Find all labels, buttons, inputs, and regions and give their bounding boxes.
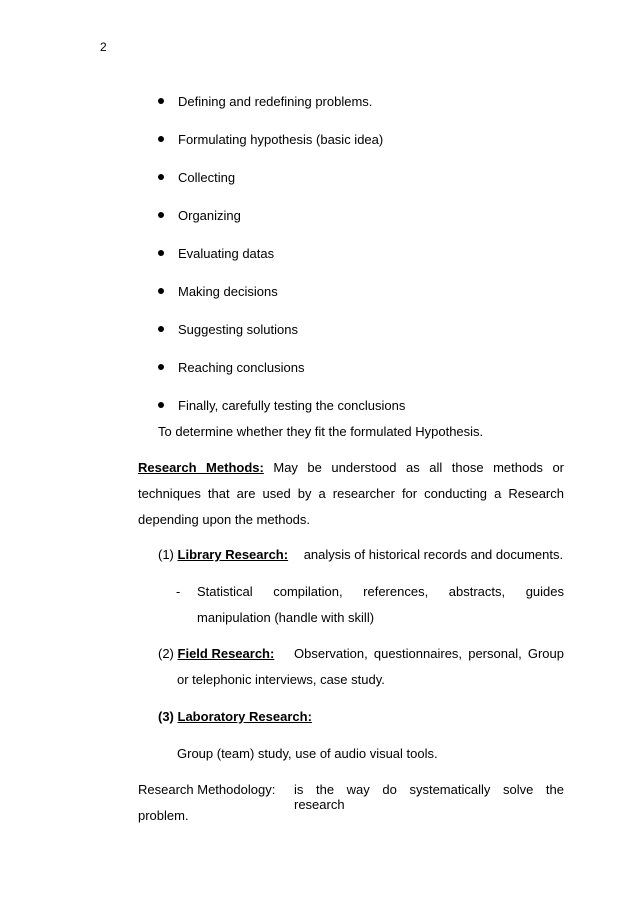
research-methods-line2: techniques that are used by a researcher for conducting a Research — [138, 486, 564, 501]
laboratory-research-line: (3) Laboratory Research: — [158, 709, 312, 724]
list-item: Organizing — [158, 196, 578, 234]
field-research-heading: Field Research: — [177, 646, 275, 661]
bullet-icon — [158, 212, 164, 218]
bullet-icon — [158, 98, 164, 104]
library-dash: - — [176, 584, 181, 599]
list-item: Defining and redefining problems. — [158, 82, 578, 120]
list-item: Suggesting solutions — [158, 310, 578, 348]
methodology-line2: problem. — [138, 808, 189, 823]
list-item: Finally, carefully testing the conclusions — [158, 386, 578, 424]
determine-line: To determine whether they fit the formulated Hypothesis. — [158, 424, 484, 439]
bullet-icon — [158, 174, 164, 180]
library-sub-line1: Statistical compilation, references, abstracts, guides — [197, 584, 564, 599]
field-research-line1: (2) Field Research: Observation, questionnaires, personal, Group — [158, 646, 564, 661]
bullet-icon — [158, 326, 164, 332]
research-methods-line3: depending upon the methods. — [138, 512, 311, 527]
library-research-heading: Library Research: — [177, 547, 289, 562]
bullet-icon — [158, 136, 164, 142]
list-item: Collecting — [158, 158, 578, 196]
methodology-line1: Research Methodology: is the way do systematically solve the research — [138, 782, 564, 812]
bullet-icon — [158, 288, 164, 294]
methodology-label: Research Methodology: — [138, 782, 276, 797]
bullet-icon — [158, 402, 164, 408]
list-item: Reaching conclusions — [158, 348, 578, 386]
list-item: Formulating hypothesis (basic idea) — [158, 120, 578, 158]
laboratory-research-heading: Laboratory Research: — [177, 709, 312, 724]
library-research-line: (1) Library Research: analysis of historical records and documents. — [158, 547, 564, 562]
page-number: 2 — [100, 40, 107, 54]
list-item: Making decisions — [158, 272, 578, 310]
list-item: Evaluating datas — [158, 234, 578, 272]
bullet-icon — [158, 250, 164, 256]
bullet-list — [158, 82, 578, 424]
library-sub-line2: manipulation (handle with skill) — [197, 610, 375, 625]
research-methods-heading: Research Methods: — [138, 460, 264, 475]
research-methods-line1: Research Methods: May be understood as all those methods or — [138, 460, 565, 475]
laboratory-research-text: Group (team) study, use of audio visual tools. — [177, 746, 438, 761]
field-research-line2: or telephonic interviews, case study. — [177, 672, 385, 687]
bullet-icon — [158, 364, 164, 370]
